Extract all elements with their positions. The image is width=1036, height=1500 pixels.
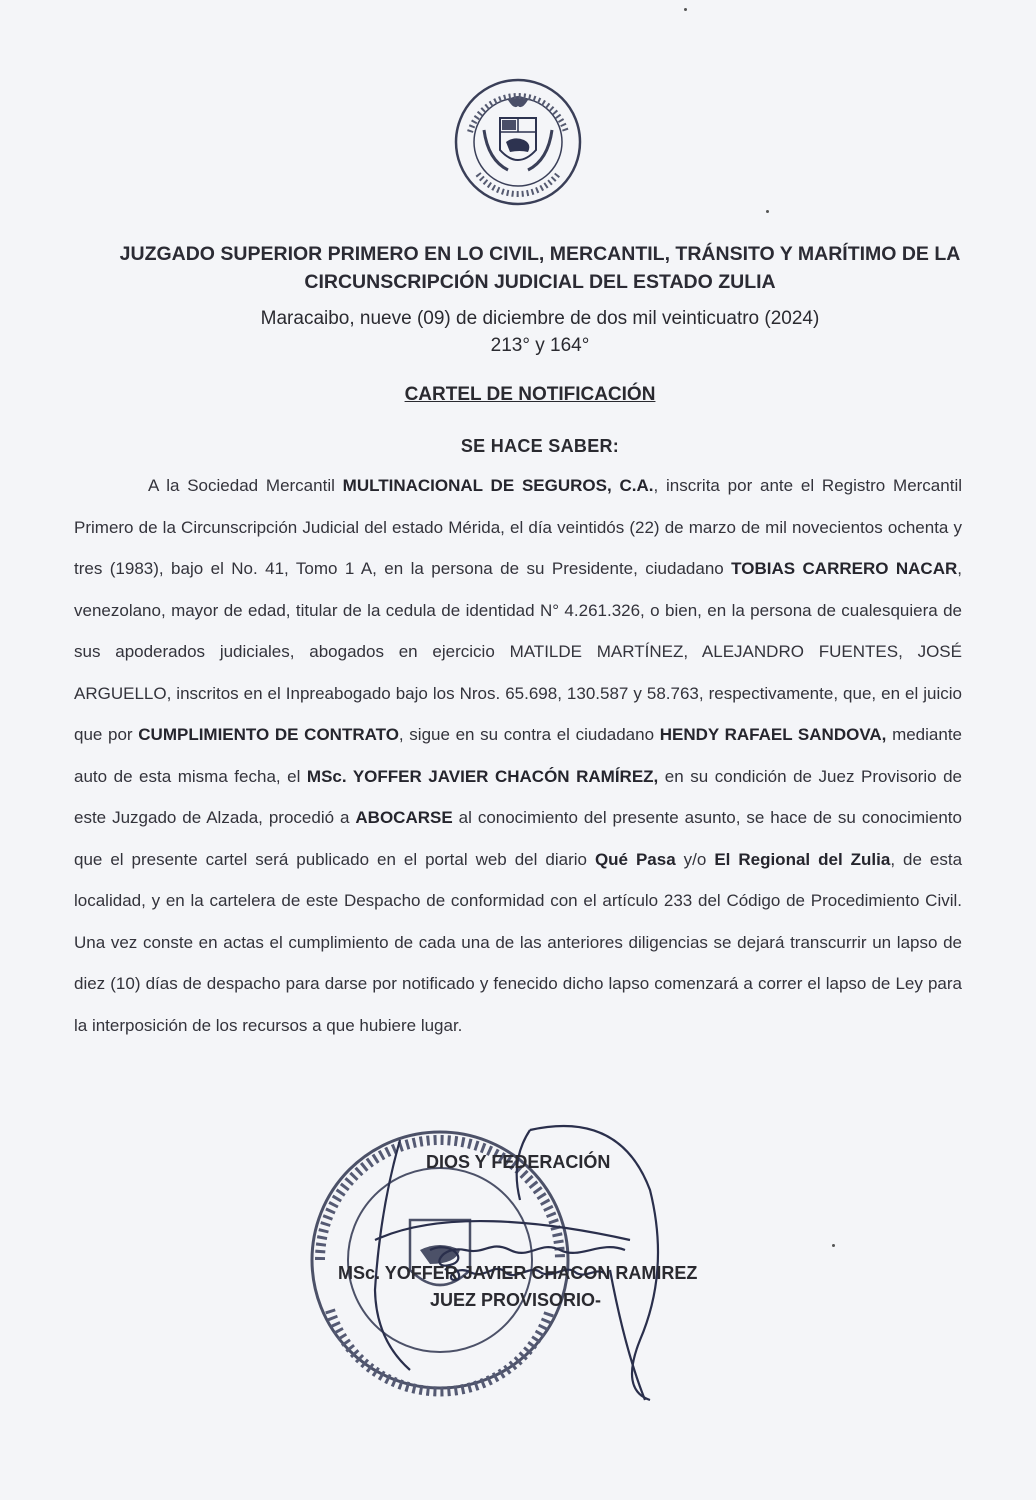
- document-title: CARTEL DE NOTIFICACIÓN: [404, 384, 656, 405]
- judge-name-inline: MSc. YOFFER JAVIER CHACÓN RAMÍREZ,: [306, 766, 659, 786]
- newspaper-2: El Regional del Zulia: [714, 849, 891, 869]
- years-line: 213° y 164°: [490, 335, 590, 356]
- body-text-7: al conocimiento del presente asunto, se hace de su conocimiento que el presente cartel será publicado en el portal web del diario: [74, 808, 962, 869]
- scan-speck: [766, 210, 769, 213]
- plaintiff-name: HENDY RAFAEL SANDOVA,: [659, 725, 887, 744]
- signer-name: MSc. YOFFER JAVIER CHACON RAMIREZ: [338, 1263, 698, 1283]
- closing-phrase: DIOS Y FEDERACIÓN: [426, 1152, 611, 1172]
- notice-body: [74, 465, 962, 1046]
- scan-speck: [832, 1244, 835, 1247]
- court-name-line2: CIRCUNSCRIPCIÓN JUDICIAL DEL ESTADO ZULIA: [304, 271, 776, 293]
- company-name: MULTINACIONAL DE SEGUROS, C.A.: [342, 476, 654, 495]
- body-text-4: , sigue en su contra el ciudadano: [398, 725, 660, 744]
- court-stamp-icon: [280, 1100, 760, 1410]
- body-text-8: y/o: [675, 849, 715, 869]
- action-word: ABOCARSE: [355, 808, 453, 827]
- body-text-6: en su condición de Juez Provisorio de este Juzgado de Alzada, procedió a: [74, 766, 962, 827]
- president-name: TOBIAS CARRERO NACAR: [731, 559, 958, 578]
- body-text-9: , de esta localidad, y en la cartelera de este Despacho de conformidad con el artículo 233 del Código de Procedimiento Civil. Una vez conste en actas el cumplimiento de cada una de las anteriores diligencias se dejará transcurrir un lapso de diez (10) días de despacho para darse por notificado y fenecido dicho lapso comenzará a correr el lapso de Ley para la interposición de los recursos a que hubiere lugar.: [74, 849, 963, 1035]
- case-type: CUMPLIMIENTO DE CONTRATO: [138, 725, 399, 744]
- body-text-2: , inscrita por ante el Registro Mercantil Primero de la Circunscripción Judicial del estado Mérida, el día veintidós (22) de marzo de mil novecientos ochenta y tres (1983), bajo el No. 41, Tomo 1 A, en la persona de su Presidente, ciudadano: [74, 476, 962, 578]
- scan-speck: [684, 8, 687, 11]
- court-name-line1: JUZGADO SUPERIOR PRIMERO EN LO CIVIL, MERCANTIL, TRÁNSITO Y MARÍTIMO DE LA: [119, 243, 961, 265]
- coat-of-arms-seal-icon: [448, 70, 588, 220]
- signer-role: JUEZ PROVISORIO-: [430, 1290, 602, 1310]
- body-text-1: A la Sociedad Mercantil: [148, 476, 343, 495]
- body-text-5: mediante auto de esta misma fecha, el: [74, 725, 963, 786]
- date-line: Maracaibo, nueve (09) de diciembre de dos mil veinticuatro (2024): [260, 308, 820, 329]
- document-subtitle: SE HACE SABER:: [460, 436, 620, 456]
- body-text-3: , venezolano, mayor de edad, titular de la cedula de identidad N° 4.261.326, o bien, en la persona de cualesquiera de sus apoderados judiciales, abogados en ejercicio MATILDE MARTÍNEZ, ALEJANDRO FUENTES, JOSÉ ARGUELLO, inscritos en el Inpreabogado bajo los Nros. 65.698, 130.587 y 58.763, respectivamente, que, en el juicio que por: [74, 559, 962, 744]
- newspaper-1: Qué Pasa: [594, 849, 676, 869]
